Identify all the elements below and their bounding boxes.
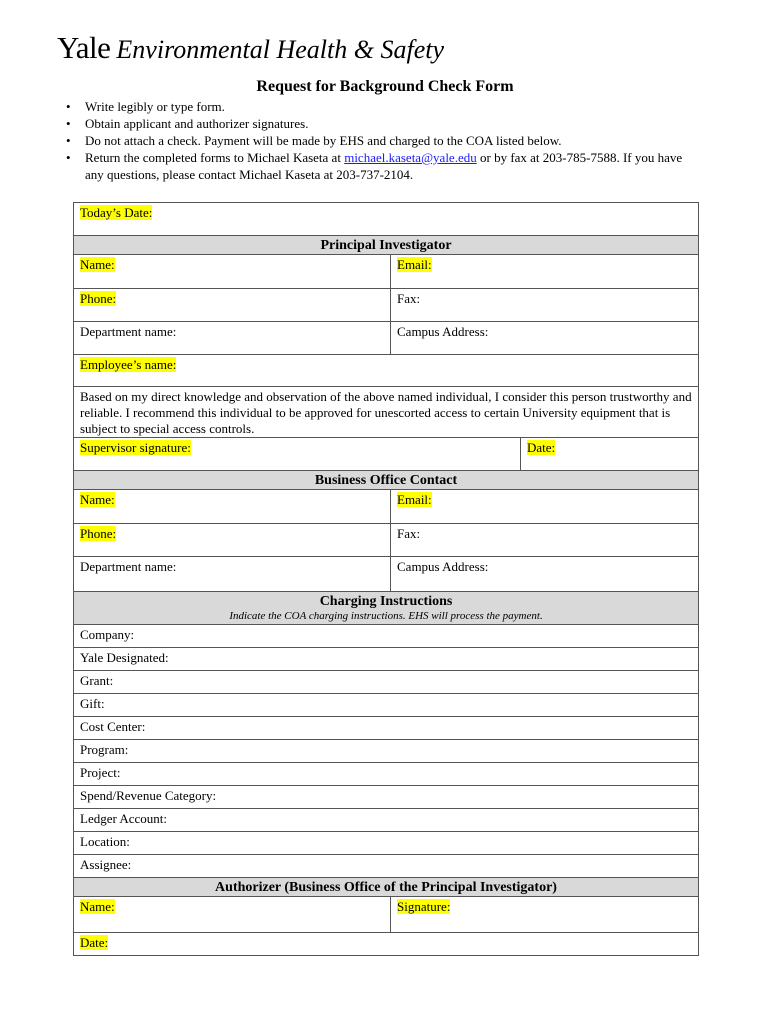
supervisor-statement: Based on my direct knowledge and observation of the above named individual, I consider this person trustworthy and reliable. I recommend this individual to be approved for unescorted access to certain University equipment that is subject to special access controls. bbox=[74, 387, 699, 438]
pi-section-header: Principal Investigator bbox=[74, 236, 699, 255]
pi-department-label: Department name: bbox=[80, 324, 177, 339]
pi-phone-label: Phone: bbox=[80, 291, 117, 306]
bo-campus-field[interactable] bbox=[391, 557, 699, 592]
assignee-field[interactable]: Assignee: bbox=[74, 855, 699, 878]
pi-email-field[interactable] bbox=[391, 255, 699, 289]
charging-title: Charging Instructions bbox=[319, 594, 453, 609]
gift-field[interactable]: Gift: bbox=[74, 694, 699, 717]
pi-name-field[interactable] bbox=[74, 255, 391, 289]
instruction-item bbox=[64, 149, 704, 183]
pi-fax-field[interactable] bbox=[391, 289, 699, 322]
supervisor-signature-label: Supervisor signature: bbox=[80, 440, 191, 455]
pi-email-label: Email: bbox=[397, 257, 432, 272]
supervisor-date-field[interactable] bbox=[521, 438, 699, 471]
bo-phone-field[interactable] bbox=[74, 524, 391, 557]
supervisor-signature-field[interactable] bbox=[74, 438, 521, 471]
bo-fax-field[interactable] bbox=[391, 524, 699, 557]
pi-campus-label: Campus Address: bbox=[397, 324, 489, 339]
pi-department-field[interactable] bbox=[74, 322, 391, 355]
bo-fax-label: Fax: bbox=[397, 526, 421, 541]
authorizer-date-label: Date: bbox=[80, 935, 109, 950]
charging-subtitle: Indicate the COA charging instructions. EHS will process the payment. bbox=[229, 610, 543, 622]
employee-name-field[interactable] bbox=[74, 355, 699, 387]
logo-ehs: Environmental Health & Safety bbox=[116, 35, 444, 64]
cost-center-field[interactable]: Cost Center: bbox=[74, 717, 699, 740]
yale-designated-field[interactable]: Yale Designated: bbox=[74, 648, 699, 671]
todays-date-label: Today’s Date: bbox=[80, 205, 153, 220]
request-form-table bbox=[73, 202, 699, 956]
supervisor-date-label: Date: bbox=[527, 440, 556, 455]
instruction-text: or by fax at 203-785-7588. If you have any questions, please contact Michael Kaseta at 203-737-2104. bbox=[85, 150, 683, 182]
project-field[interactable]: Project: bbox=[74, 763, 699, 786]
bo-department-field[interactable] bbox=[74, 557, 391, 592]
grant-field[interactable]: Grant: bbox=[74, 671, 699, 694]
bo-email-label: Email: bbox=[397, 492, 432, 507]
authorizer-date-field[interactable] bbox=[74, 933, 699, 956]
bo-section-header: Business Office Contact bbox=[74, 471, 699, 490]
bo-phone-label: Phone: bbox=[80, 526, 117, 541]
bo-department-label: Department name: bbox=[80, 559, 177, 574]
authorizer-name-label: Name: bbox=[80, 899, 115, 914]
company-field[interactable]: Company: bbox=[74, 625, 699, 648]
bo-email-field[interactable] bbox=[391, 490, 699, 524]
email-link[interactable]: michael.kaseta@yale.edu bbox=[344, 150, 477, 165]
pi-campus-field[interactable] bbox=[391, 322, 699, 355]
instruction-item: • Obtain applicant and authorizer signatures. bbox=[64, 115, 704, 132]
bo-name-label: Name: bbox=[80, 492, 115, 507]
instruction-text: Return the completed forms to Michael Kaseta at bbox=[85, 150, 345, 165]
pi-fax-label: Fax: bbox=[397, 291, 421, 306]
instruction-item: • Do not attach a check. Payment will be made by EHS and charged to the COA listed below. bbox=[64, 132, 704, 149]
authorizer-section-header: Authorizer (Business Office of the Principal Investigator) bbox=[74, 878, 699, 897]
yale-ehs-logo bbox=[57, 30, 444, 70]
pi-phone-field[interactable] bbox=[74, 289, 391, 322]
pi-name-label: Name: bbox=[80, 257, 115, 272]
todays-date-field[interactable] bbox=[74, 203, 699, 236]
bo-campus-label: Campus Address: bbox=[397, 559, 489, 574]
bo-name-field[interactable] bbox=[74, 490, 391, 524]
instructions-list bbox=[64, 98, 704, 183]
charging-section-header bbox=[74, 592, 699, 625]
authorizer-name-field[interactable] bbox=[74, 897, 391, 933]
form-title: Request for Background Check Form bbox=[256, 78, 514, 95]
ledger-account-field[interactable]: Ledger Account: bbox=[74, 809, 699, 832]
instruction-item: • Write legibly or type form. bbox=[64, 98, 704, 115]
logo-yale: Yale bbox=[57, 30, 111, 65]
spend-revenue-category-field[interactable]: Spend/Revenue Category: bbox=[74, 786, 699, 809]
location-field[interactable]: Location: bbox=[74, 832, 699, 855]
employee-name-label: Employee’s name: bbox=[80, 357, 177, 372]
authorizer-signature-field[interactable] bbox=[391, 897, 699, 933]
program-field[interactable]: Program: bbox=[74, 740, 699, 763]
authorizer-signature-label: Signature: bbox=[397, 899, 451, 914]
